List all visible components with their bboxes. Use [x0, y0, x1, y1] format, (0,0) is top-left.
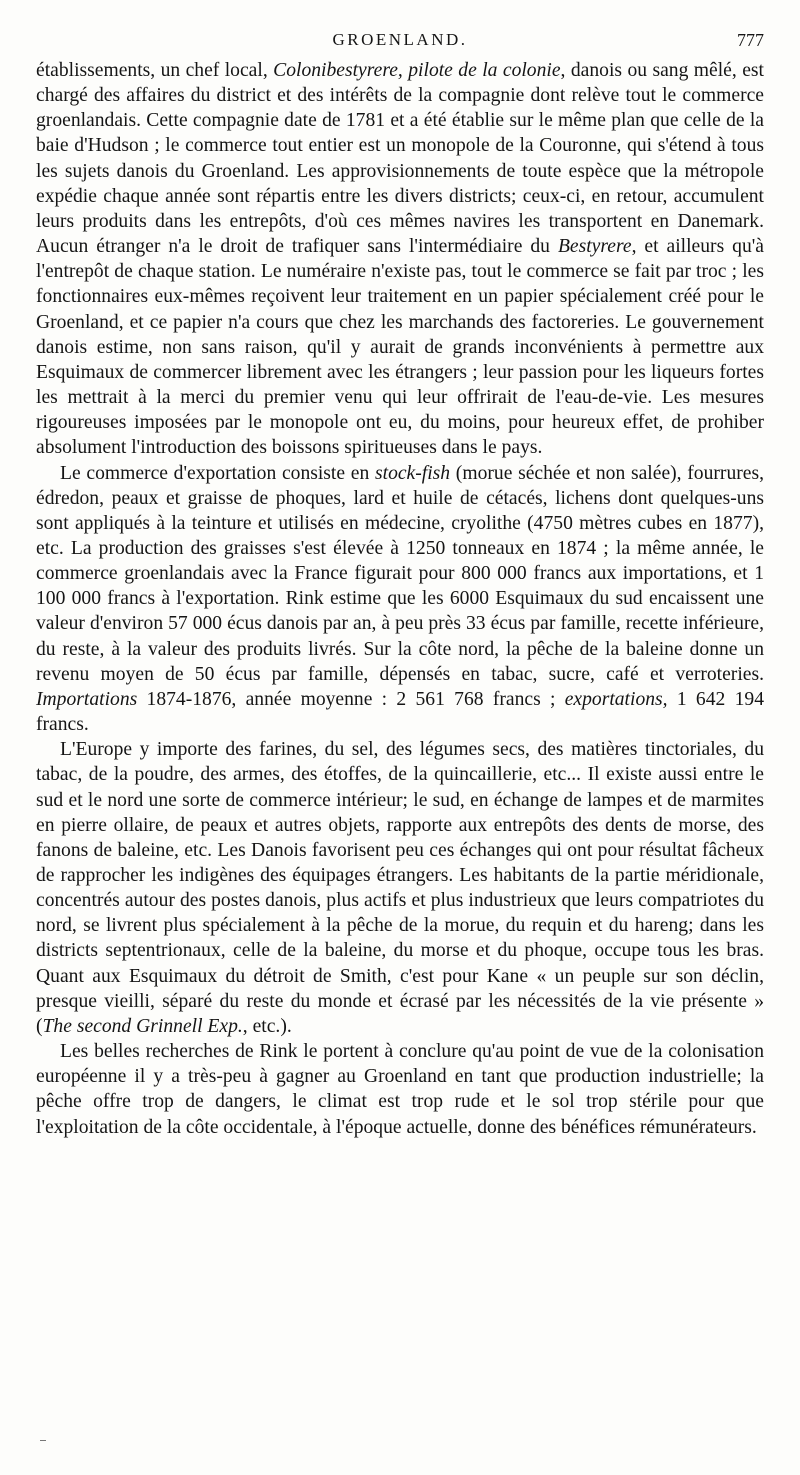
running-head — [36, 30, 764, 54]
paragraph — [36, 1039, 764, 1140]
text-run: établissements, un chef local, — [36, 60, 274, 81]
italic-text: Importations — [36, 688, 138, 710]
body-text — [36, 58, 764, 1140]
text-run: (morue séchée et non salée), fourrures, édredon, peaux et graisse de phoques, lard et huile de cétacés, lichens dont quelques-uns sont appliqués à la teinture et utilisés en médecine, cryolithe (4750 mètres cubes en 1877), etc. La production des graisses s'est élevée à 1250 tonneaux en 1874 ; la même année, le commerce groenlandais avec la France figurait pour 800 000 francs aux importations, et 1 100 000 francs à l'exportation. Rink estime que les 6000 Esquimaux du sud encaissent une valeur d'environ 57 000 écus danois par an, à peu près 33 écus par famille, recette inférieure, du reste, à la valeur des produits livrés. Sur la côte nord, la pêche de la baleine donne un revenu moyen de 50 écus par famille, dépensés en tabac, sucre, café et verroteries. — [36, 462, 764, 685]
text-run: Les belles recherches de Rink le portent à conclure qu'au point de vue de la colonisation européenne il y a très-peu à gagner au Groenland en tant que production industrielle; la pêche offre trop de dangers, le climat est trop rude et le sol trop stérile pour que l'exploitation de la côte occidentale, à l'époque actuelle, donne des bénéfices rémunérateurs. — [36, 1041, 764, 1138]
text-run: Le commerce d'exportation consiste en — [60, 462, 375, 484]
text-run: L'Europe y importe des farines, du sel, des légumes secs, des matières tinctoriales, du tabac, de la poudre, des armes, des étoffes, de la quincaillerie, etc... Il existe aussi entre le sud et le nord une sorte de commerce intérieur; le sud, en échange de lampes et de marmites en pierre ollaire, de peaux et autres objets, rapporte aux entrepôts des dents de morse, des fanons de baleine, etc. Les Danois favorisent peu ces échanges qui ont pour résultat fâcheux de rapprocher les indigènes des équipages étrangers. Les habitants de la partie méridionale, concentrés autour des postes danois, plus actifs et plus industrieux que leurs compatriotes du nord, se livrent plus spécialement à la pêche de la morue, du requin et du hareng; dans les districts septentrionaux, celle de la baleine, du morse et du phoque, occupe tous les bras. Quant aux Esquimaux du détroit de Smith, c'est pour Kane « un peuple sur son déclin, presque vieilli, séparé du reste du monde et écrasé par les nécessités de la vie présente » ( — [36, 739, 764, 1037]
paragraph — [36, 58, 764, 461]
paragraph — [36, 461, 764, 738]
paragraph — [36, 737, 764, 1039]
text-run: , et ailleurs qu'à l'entrepôt de chaque station. Le numéraire n'existe pas, tout le commerce se fait par troc ; les fonctionnaires eux-mêmes reçoivent leur traitement en un papier spécialement créé pour le Groenland, et ce papier n'a cours que chez les marchands des factoreries. Le gouvernement danois estime, non sans raison, qu'il y aurait de grands inconvénients à permettre aux Esquimaux de commercer librement avec les étrangers ; leur passion pour les liqueurs fortes les mettrait à la merci du premier venu qui leur offrirait de l'eau-de-vie. Les mesures rigoureuses imposées par le monopole ont eu, du moins, pour heureux effet, de prohiber absolument l'introduction des boissons spiritueuses dans le pays. — [36, 236, 764, 459]
text-run: , etc.). — [242, 1015, 292, 1037]
page-number: 777 — [737, 30, 764, 50]
text-run: 1874-1876, année moyenne : 2 561 768 francs ; — [137, 688, 565, 710]
italic-text: exportations, — [564, 688, 668, 710]
text-run: 1 642 194 francs. — [36, 688, 764, 736]
italic-text: The second Grinnell Exp. — [42, 1015, 243, 1037]
italic-text: Bestyrere — [557, 236, 632, 258]
scan-mark — [40, 1440, 46, 1441]
italic-text: stock-fish — [375, 462, 451, 484]
running-title: GROENLAND. — [332, 30, 468, 49]
text-run: , danois ou sang mêlé, est chargé des affaires du district et des intérêts de la compagnie dont relève tout le commerce groenlandais. Cette compagnie date de 1781 et a été établie sur le même plan que celle de la baie d'Hudson ; le commerce tout entier est un monopole de la Couronne, qui s'étend à tous les sujets danois du Groenland. Les approvisionnements de toute espèce que la métropole expédie chaque année sont répartis entre les divers districts; ceux-ci, en retour, accumulent leurs produits dans les entrepôts, d'où ces mêmes navires les transportent en Danemark. Aucun étranger n'a le droit de trafiquer sans l'intermédiaire du — [36, 60, 764, 258]
italic-text: Colonibestyrere, pilote de la colonie — [273, 60, 561, 81]
